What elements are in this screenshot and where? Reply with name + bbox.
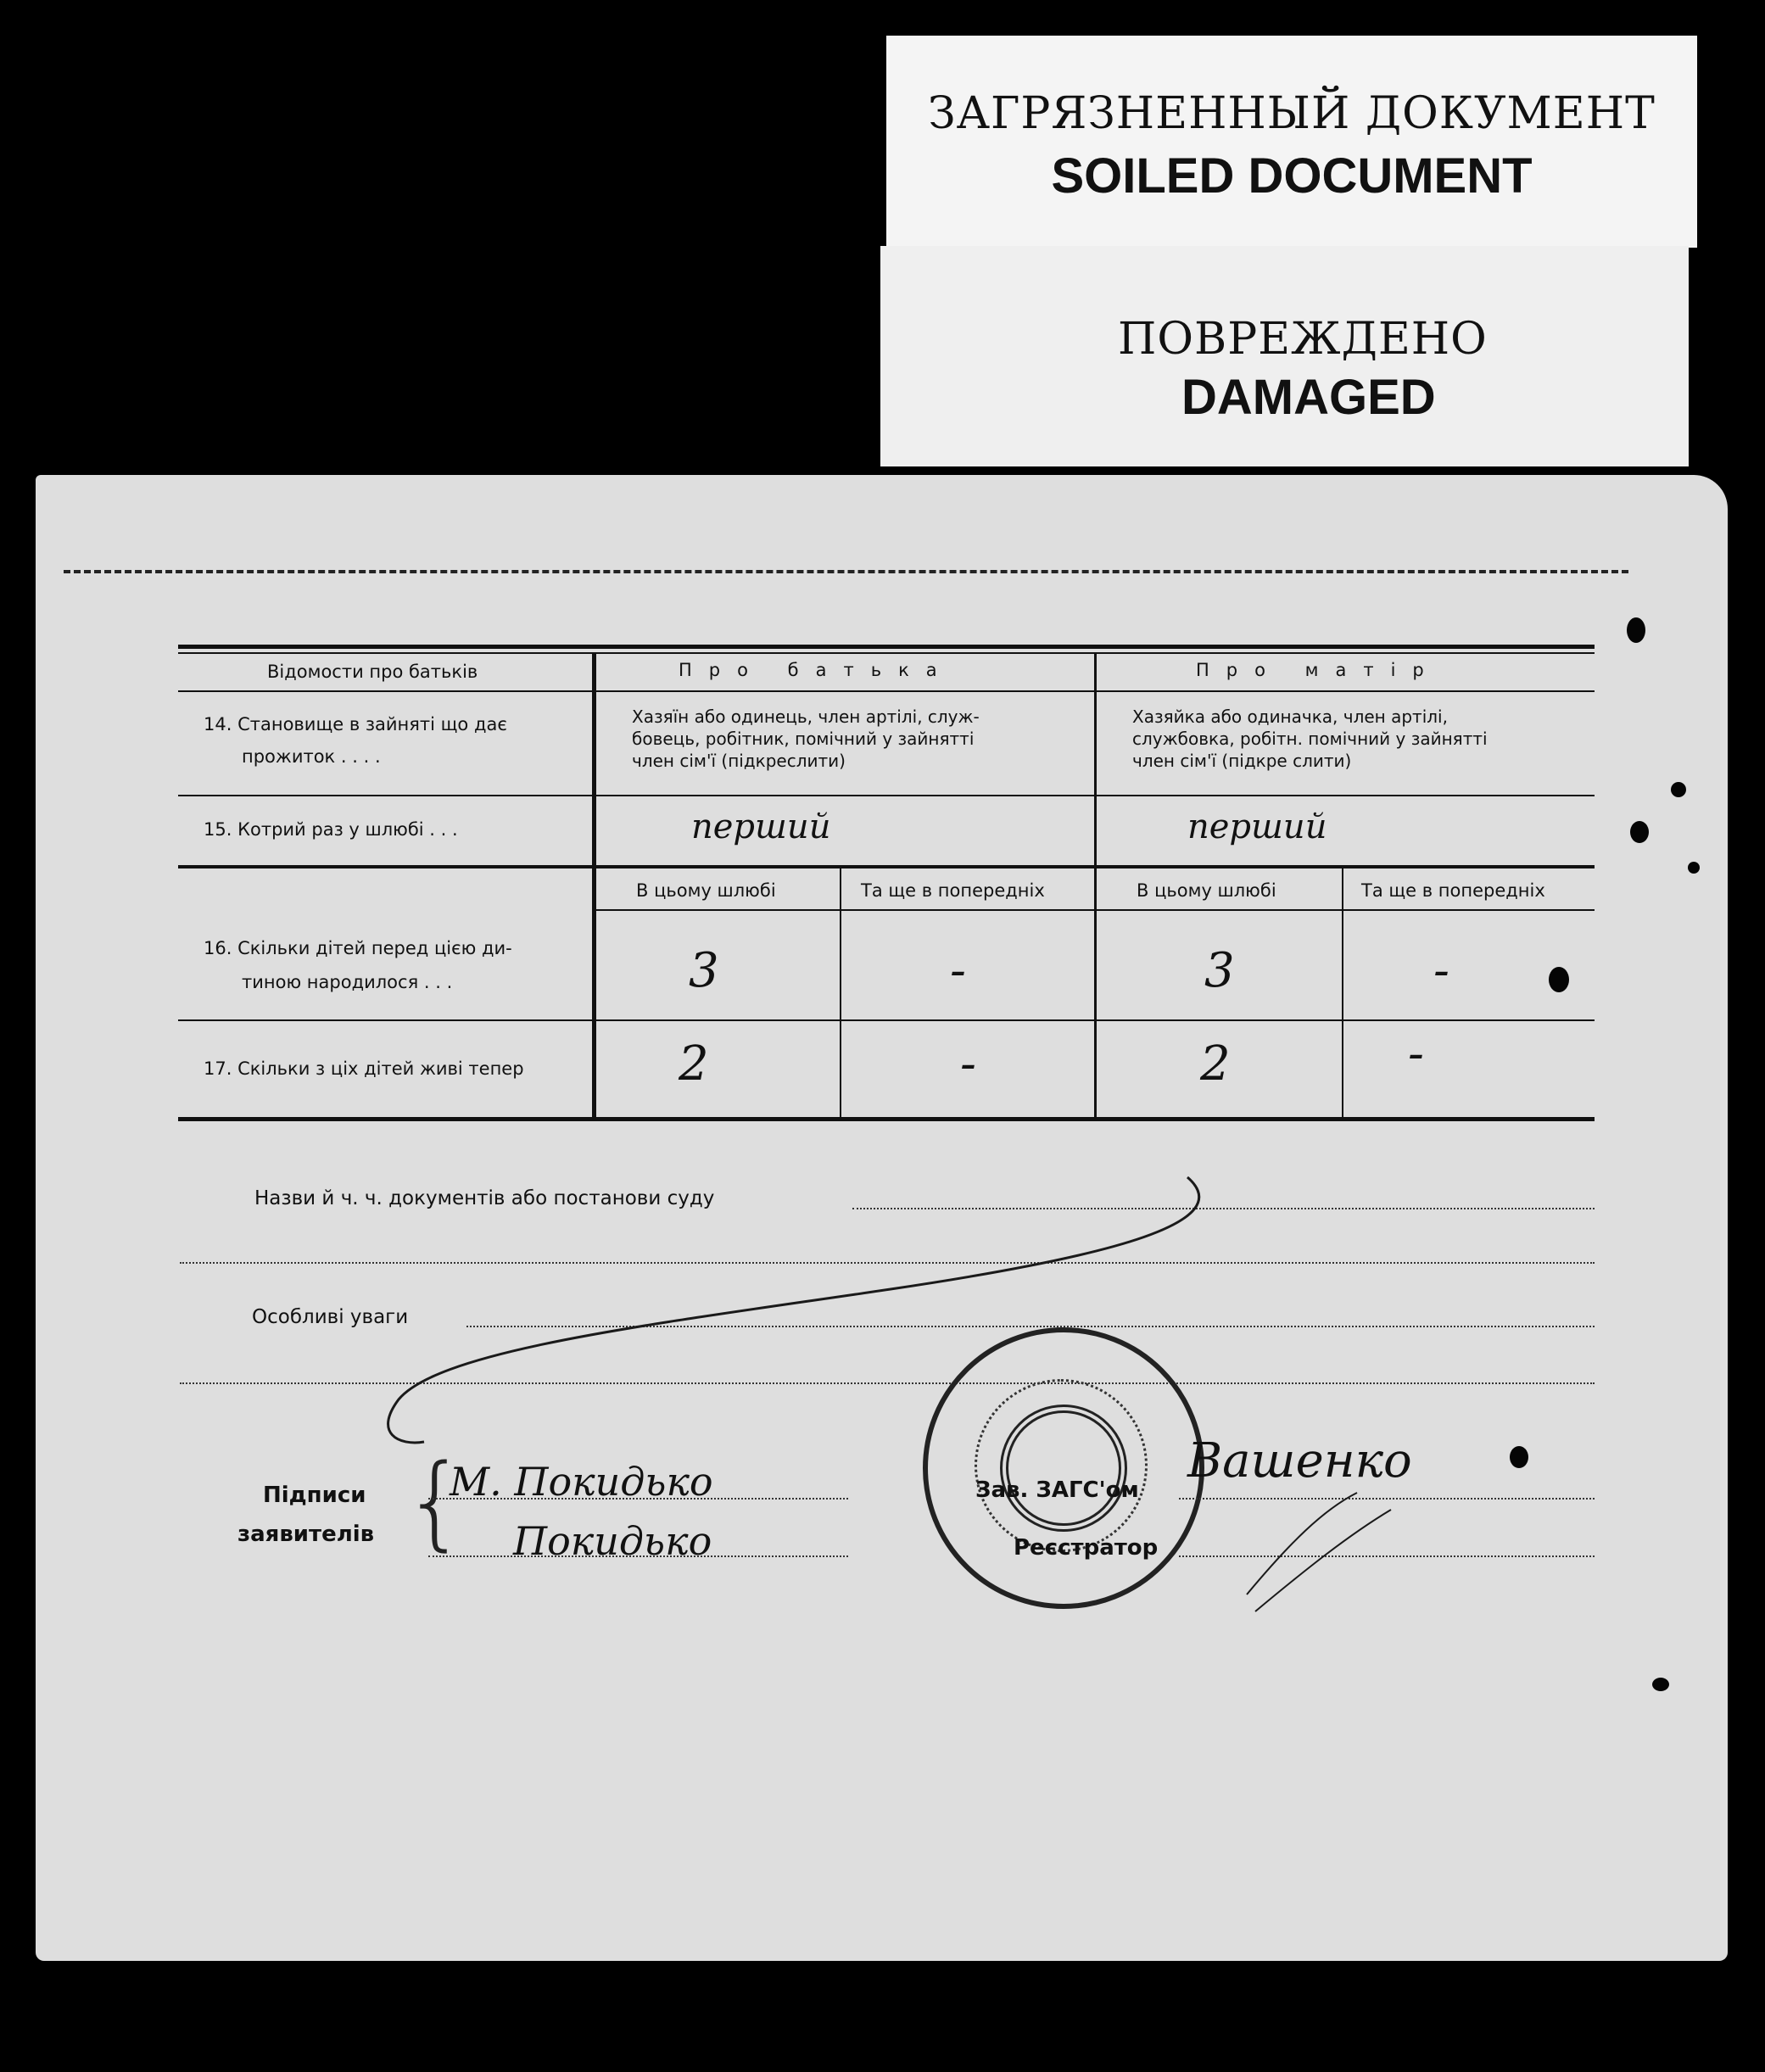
row14-father-line3: член сім'ї (підкреслити): [632, 751, 846, 771]
row17-mother-this: 2: [1200, 1036, 1231, 1092]
remarks-label: Особливі уваги: [252, 1306, 409, 1328]
applicant-signature-1: М. Покидько: [450, 1459, 713, 1505]
applicant-signature-2: Покидько: [513, 1518, 712, 1564]
row14-mother-line3: член сім'ї (підкре слити): [1132, 751, 1352, 771]
row14-mother-line2: службовка, робітн. помічний у зайнятті: [1132, 729, 1488, 749]
row15-mother-value: перший: [1187, 807, 1327, 846]
soiled-label-en: SOILED DOCUMENT: [1051, 148, 1533, 204]
row17-father-this: 2: [679, 1036, 709, 1092]
row16-label-line2: тиною народилося . . .: [242, 972, 453, 992]
soiled-label-ru: ЗАГРЯЗНЕННЫЙ ДОКУМЕНТ: [928, 88, 1656, 139]
row14-mother-line1: Хазяйка або одиначка, член артілі,: [1132, 706, 1448, 727]
row16-father-this: 3: [689, 943, 719, 998]
row14-label-line1: 14. Становище в зайняті що дає: [204, 714, 507, 734]
row16-mother-this: 3: [1204, 943, 1235, 998]
head-signature: Вашенко: [1187, 1433, 1412, 1488]
damaged-label-en: DAMAGED: [1181, 370, 1436, 425]
header-about-father: Про батька: [679, 660, 954, 680]
row15-label: 15. Котрий раз у шлюбі . . .: [204, 819, 458, 840]
row17-father-prev: -: [960, 1036, 976, 1092]
row14-father-line2: бовець, робітник, помічний у зайнятті: [632, 729, 975, 749]
damaged-label-ru: ПОВРЕЖДЕНО: [1118, 314, 1488, 365]
row16-father-prev: -: [950, 943, 966, 998]
header-parents-info: Відомости про батьків: [267, 662, 478, 682]
sub-father-previous: Та ще в попередніх: [861, 880, 1045, 901]
row16-mother-prev: -: [1433, 943, 1449, 998]
header-about-mother: Про матір: [1196, 660, 1441, 680]
row16-label-line1: 16. Скільки дітей перед цією ди-: [204, 938, 512, 958]
sub-father-this-marriage: В цьому шлюбі: [636, 880, 776, 901]
row17-mother-prev: -: [1408, 1026, 1424, 1081]
registrar-label: Реєстратор: [1014, 1535, 1159, 1561]
signatures-label-line2: заявителів: [237, 1522, 375, 1547]
sub-mother-previous: Та ще в попередніх: [1361, 880, 1545, 901]
row15-father-value: перший: [691, 807, 831, 846]
row17-label: 17. Скільки з ціх дітей живі тепер: [204, 1058, 524, 1079]
sub-mother-this-marriage: В цьому шлюбі: [1137, 880, 1276, 901]
row14-father-line1: Хазяїн або одинець, член артілі, служ-: [632, 706, 980, 727]
head-registry-label: Зав. ЗАГС'ом: [975, 1477, 1139, 1503]
documents-label: Назви й ч. ч. документів або постанови суду: [254, 1187, 715, 1209]
signatures-brace: {: [403, 1444, 468, 1561]
signatures-label-line1: Підписи: [263, 1483, 366, 1508]
row14-label-line2: прожиток . . . .: [242, 746, 381, 767]
